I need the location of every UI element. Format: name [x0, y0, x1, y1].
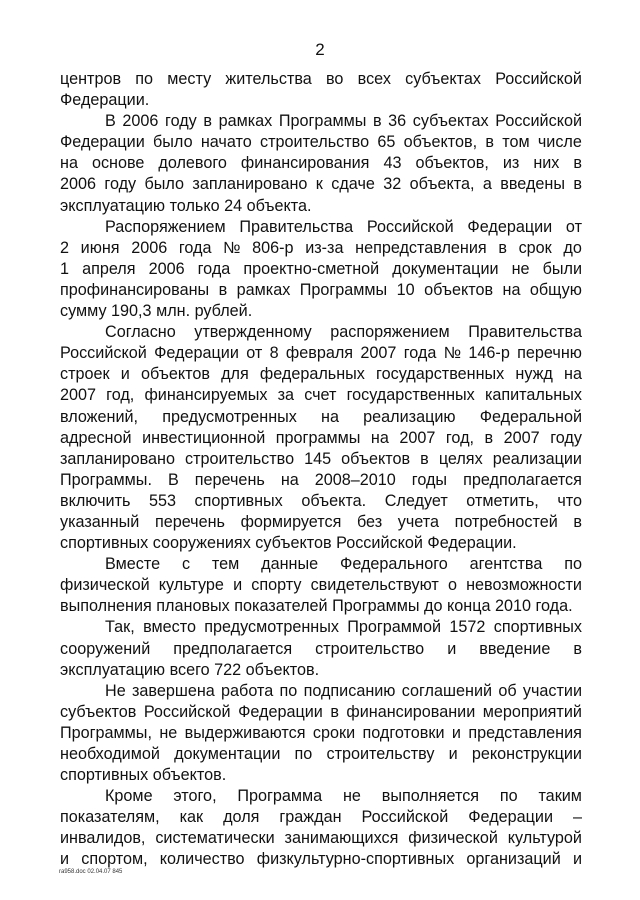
- text-word: 43: [383, 154, 402, 173]
- text-word: Программой: [347, 618, 442, 637]
- text-word: в: [372, 112, 382, 131]
- text-word: 2006: [131, 238, 168, 257]
- text-line: [60, 111, 582, 132]
- text-word: соглашений: [401, 681, 493, 700]
- text-word: 36: [388, 112, 407, 131]
- text-word: подписанию: [303, 681, 396, 700]
- text-word: было: [144, 175, 185, 194]
- text-line: [60, 849, 582, 870]
- text-word: объектов: [341, 449, 411, 468]
- text-word: количество: [159, 850, 245, 869]
- text-word: инвестиционной: [142, 428, 266, 447]
- text-word: нужд: [515, 365, 553, 384]
- text-word: 2006: [60, 175, 97, 194]
- text-word: 2007: [360, 344, 397, 363]
- text-word: Федерации: [467, 217, 553, 236]
- text-word: центров: [60, 70, 122, 88]
- text-word: Федеральной: [479, 407, 582, 426]
- text-word: 2008–2010: [314, 470, 396, 489]
- text-word: во: [326, 70, 344, 88]
- text-word: Российской: [336, 534, 423, 553]
- text-word: Российской: [366, 217, 454, 236]
- text-word: жительства: [225, 70, 312, 88]
- text-word: подготовки: [362, 723, 445, 742]
- text-word: Распоряжением: [105, 217, 226, 236]
- text-word: по: [279, 681, 298, 700]
- text-word: организаций: [466, 850, 561, 869]
- text-word: на: [321, 407, 339, 426]
- text-word: в: [573, 639, 582, 658]
- text-word: спортивных: [493, 618, 582, 637]
- text-word: году: [104, 175, 137, 194]
- text-line: [60, 744, 582, 765]
- text-word: рублей.: [194, 302, 253, 321]
- text-line: [60, 723, 582, 744]
- text-line: [60, 280, 582, 301]
- text-word: в: [420, 449, 429, 468]
- text-word: финансируемых: [144, 386, 268, 405]
- text-word: 24: [224, 196, 243, 215]
- text-word: о: [447, 576, 457, 595]
- text-word: и: [448, 745, 458, 763]
- text-word: показателям,: [60, 808, 160, 827]
- text-word: сдаче: [331, 175, 375, 194]
- text-word: об: [498, 681, 517, 700]
- text-word: Согласно: [105, 323, 176, 342]
- text-word: выполнения: [60, 597, 152, 616]
- text-word: по: [499, 787, 518, 806]
- text-word: агентства: [469, 555, 543, 574]
- text-word: завершена: [131, 681, 215, 700]
- text-word: работа: [221, 681, 274, 700]
- text-word: в: [573, 154, 582, 173]
- text-word: эксплуатацию: [60, 196, 166, 215]
- text-word: финансировании: [346, 702, 476, 721]
- text-word: объектов: [424, 280, 494, 299]
- text-word: инвалидов,: [60, 829, 146, 848]
- text-word: культуре: [158, 576, 224, 595]
- text-word: Федерации: [154, 344, 239, 363]
- text-word: Кроме: [105, 787, 153, 806]
- text-word: срок: [518, 238, 552, 257]
- text-word: свидетельствуют: [310, 576, 439, 595]
- text-word: Федерации: [468, 808, 553, 827]
- text-word: предусмотренных: [204, 618, 339, 637]
- text-word: было: [153, 133, 193, 152]
- text-word: представления: [468, 723, 582, 742]
- text-line: [60, 153, 582, 174]
- text-line: [60, 702, 582, 723]
- text-word: числе: [537, 133, 582, 152]
- text-line: [60, 491, 582, 512]
- text-word: строительство: [260, 133, 370, 152]
- text-word: и: [60, 850, 70, 869]
- text-word: как: [179, 808, 204, 827]
- text-word: систематически: [155, 829, 275, 848]
- text-word: году: [550, 428, 582, 447]
- text-word: адресной: [60, 428, 132, 447]
- text-line: [60, 364, 582, 385]
- text-word: на: [564, 365, 582, 384]
- text-word: спортом,: [81, 850, 148, 869]
- text-word: выполняется: [381, 787, 480, 806]
- text-word: потребностей: [454, 512, 558, 531]
- text-line: [60, 617, 582, 638]
- text-word: 10: [396, 280, 415, 299]
- text-word: в: [203, 112, 212, 131]
- text-word: объекта,: [409, 175, 475, 194]
- text-word: что: [557, 491, 582, 510]
- text-word: Федерального: [340, 555, 448, 574]
- text-word: в: [573, 175, 582, 194]
- text-line: [60, 533, 582, 554]
- text-line: [60, 407, 582, 428]
- text-word: 553: [148, 491, 176, 510]
- text-word: объекта.: [246, 196, 312, 215]
- text-word: доля: [223, 808, 260, 827]
- text-word: рамках: [236, 280, 291, 299]
- text-word: субъектах: [405, 70, 481, 88]
- text-line: [60, 343, 582, 364]
- text-word: для: [221, 365, 249, 384]
- text-line: [60, 428, 582, 449]
- text-word: апреля: [82, 259, 136, 278]
- text-word: перечню: [517, 344, 582, 363]
- text-line: [60, 765, 582, 786]
- text-line: [60, 259, 582, 280]
- text-line: [60, 512, 582, 533]
- text-line: [60, 639, 582, 660]
- text-word: году: [165, 112, 197, 131]
- text-word: не: [342, 787, 361, 806]
- text-line: [60, 660, 582, 681]
- text-word: основе: [91, 154, 145, 173]
- text-word: Российской: [495, 112, 582, 131]
- text-word: 2007: [399, 428, 436, 447]
- text-word: субъектов: [60, 702, 137, 721]
- text-word: на: [60, 154, 78, 173]
- text-word: а: [482, 175, 492, 194]
- text-word: –: [572, 808, 582, 827]
- text-word: объектов,: [403, 133, 478, 152]
- text-word: запланировано: [60, 449, 175, 468]
- text-word: годы: [411, 470, 448, 489]
- text-word: данные: [261, 555, 319, 574]
- text-word: Программы: [299, 280, 388, 299]
- text-line: [60, 786, 582, 807]
- text-word: от: [565, 217, 582, 236]
- text-word: 2006: [148, 259, 185, 278]
- text-word: документации: [174, 745, 281, 763]
- text-line: [60, 575, 582, 596]
- text-word: №: [443, 344, 462, 363]
- text-line: [60, 196, 582, 217]
- text-word: физической: [60, 576, 150, 595]
- text-word: объекта.: [301, 491, 367, 510]
- text-word: Федерации: [238, 702, 323, 721]
- text-word: объектов,: [415, 154, 489, 173]
- text-word: государственных: [376, 365, 505, 384]
- text-word: Так,: [105, 618, 135, 637]
- text-word: перечень: [194, 470, 265, 489]
- text-word: в: [484, 428, 494, 447]
- text-word: по: [135, 70, 154, 88]
- text-word: года: [403, 344, 437, 363]
- text-word: Российской: [361, 808, 449, 827]
- text-word: объектов.: [245, 660, 320, 679]
- text-word: в: [218, 280, 228, 299]
- text-word: месту: [167, 70, 212, 88]
- text-word: от: [246, 344, 263, 363]
- text-word: распоряжением: [330, 323, 450, 342]
- text-word: 32: [383, 175, 402, 194]
- text-word: 2010: [494, 597, 531, 616]
- text-word: 1: [60, 259, 70, 278]
- text-word: включить: [60, 491, 131, 510]
- text-word: до: [424, 597, 443, 616]
- text-word: №: [223, 238, 241, 257]
- text-word: и: [451, 723, 461, 742]
- text-word: счет: [304, 386, 337, 405]
- text-word: сумму: [60, 302, 107, 321]
- text-word: конца: [446, 597, 491, 616]
- text-word: программы: [275, 428, 361, 447]
- text-word: Программы,: [60, 723, 152, 742]
- text-word: профинансированы: [60, 280, 210, 299]
- text-word: мероприятий: [482, 702, 582, 721]
- text-word: на: [370, 428, 389, 447]
- text-word: по: [294, 745, 313, 763]
- text-word: введены: [500, 175, 565, 194]
- text-word: введение: [479, 639, 551, 658]
- text-word: строительство: [185, 449, 295, 468]
- text-line: [60, 596, 582, 617]
- text-word: 65: [377, 133, 396, 152]
- text-word: и: [447, 639, 457, 658]
- text-word: 2: [60, 238, 70, 257]
- text-word: субъектов: [255, 534, 332, 553]
- text-word: в: [485, 133, 494, 152]
- text-word: Российской: [143, 702, 231, 721]
- text-line: [60, 828, 582, 849]
- body-text: [60, 69, 582, 871]
- text-word: таким: [538, 787, 582, 806]
- text-word: предполагается: [173, 639, 293, 658]
- text-word: Программа: [237, 787, 323, 806]
- text-word: в: [330, 702, 339, 721]
- text-line: [60, 90, 582, 111]
- text-line: [60, 322, 582, 343]
- text-word: сооружений: [60, 639, 151, 658]
- text-word: только: [169, 196, 220, 215]
- text-word: за: [277, 386, 295, 405]
- text-word: Российской: [60, 344, 147, 363]
- text-word: 722: [214, 660, 242, 679]
- text-word: вложений,: [60, 407, 139, 426]
- text-word: них: [533, 154, 560, 173]
- text-word: вместо: [143, 618, 196, 637]
- text-word: строительству: [326, 745, 435, 763]
- text-word: граждан: [279, 808, 342, 827]
- text-word: федеральных: [259, 365, 365, 384]
- text-word: общую: [529, 280, 582, 299]
- text-word: были: [542, 259, 582, 278]
- text-word: отметить,: [466, 491, 539, 510]
- text-word: формируется: [240, 512, 342, 531]
- text-word: объектов: [140, 365, 210, 384]
- text-word: с: [181, 555, 191, 574]
- text-word: и: [572, 850, 582, 869]
- text-line: [60, 132, 582, 153]
- text-line: [60, 238, 582, 259]
- text-word: занимающихся: [284, 829, 399, 848]
- text-word: объектов.: [152, 766, 227, 785]
- text-word: том: [502, 133, 530, 152]
- text-word: строек: [60, 365, 110, 384]
- text-word: сроки: [312, 723, 356, 742]
- text-word: утвержденному: [194, 323, 312, 342]
- text-word: перечень: [154, 512, 225, 531]
- text-word: Федерации.: [60, 91, 150, 110]
- text-word: млн.: [156, 302, 191, 321]
- text-word: из: [502, 154, 520, 173]
- text-word: не: [159, 723, 178, 742]
- text-word: Не: [105, 681, 126, 700]
- text-word: и: [233, 576, 243, 595]
- text-word: в: [498, 238, 507, 257]
- text-word: на: [502, 280, 521, 299]
- text-word: из-за: [305, 238, 344, 257]
- text-word: предполагается: [463, 470, 582, 489]
- footer-file-info: ra958.doc 02.04.07 845: [59, 869, 123, 875]
- text-word: реализацию: [363, 407, 456, 426]
- text-word: 145: [304, 449, 332, 468]
- text-word: В: [105, 112, 116, 131]
- text-word: года.: [535, 597, 573, 616]
- text-word: до: [563, 238, 582, 257]
- text-word: эксплуатацию: [60, 660, 166, 679]
- page-number: 2: [315, 40, 325, 59]
- text-word: долевого: [158, 154, 227, 173]
- text-word: без: [356, 512, 383, 531]
- text-line: [60, 69, 582, 90]
- text-word: участии: [522, 681, 582, 700]
- text-word: сооружениях: [152, 534, 251, 553]
- text-word: Федерации: [60, 133, 145, 152]
- text-word: реализации: [492, 449, 582, 468]
- text-word: государственных: [346, 386, 475, 405]
- text-word: субъектах: [412, 112, 489, 131]
- text-line: [60, 470, 582, 491]
- text-word: года: [178, 238, 212, 257]
- text-word: невозможности: [466, 576, 582, 595]
- text-word: непредставления: [355, 238, 487, 257]
- text-word: спорту: [251, 576, 302, 595]
- text-word: 2007: [60, 386, 97, 405]
- text-line: [60, 681, 582, 702]
- text-word: 8: [269, 344, 279, 363]
- text-word: запланировано: [192, 175, 308, 194]
- text-word: 806-р: [252, 238, 294, 257]
- text-word: предусмотренных: [162, 407, 297, 426]
- text-line: [60, 174, 582, 195]
- text-word: Федерации.: [427, 534, 517, 553]
- text-word: год,: [445, 428, 475, 447]
- text-word: выдерживаются: [184, 723, 306, 742]
- text-word: реконструкции: [471, 745, 582, 763]
- text-word: 2006: [122, 112, 159, 131]
- text-line: [60, 385, 582, 406]
- text-word: в: [573, 512, 582, 531]
- text-word: начато: [200, 133, 252, 152]
- text-word: 146-р: [468, 344, 510, 363]
- text-word: Вместе: [105, 555, 161, 574]
- text-word: Правительства: [468, 323, 582, 342]
- text-word: В: [167, 470, 179, 489]
- text-word: 1572: [449, 618, 486, 637]
- text-word: по: [564, 555, 582, 574]
- text-word: не: [511, 259, 530, 278]
- text-word: спортивных: [60, 766, 149, 785]
- text-word: рамках: [218, 112, 273, 131]
- text-word: 190,3: [111, 302, 152, 321]
- text-word: показателей: [234, 597, 328, 616]
- text-word: Российской: [495, 70, 582, 88]
- text-line: [60, 301, 582, 322]
- text-word: физической: [408, 829, 498, 848]
- text-word: документации: [392, 259, 499, 278]
- text-word: июня: [80, 238, 120, 257]
- text-word: физкультурно-спортивных: [256, 850, 455, 869]
- text-word: необходимой: [60, 745, 160, 763]
- text-line: [60, 807, 582, 828]
- text-word: целях: [438, 449, 483, 468]
- text-word: учета: [397, 512, 439, 531]
- text-word: всех: [357, 70, 391, 88]
- text-word: на: [280, 470, 299, 489]
- text-word: спортивных: [194, 491, 283, 510]
- text-word: указанный: [60, 512, 140, 531]
- text-word: Правительства: [239, 217, 354, 236]
- text-word: Следует: [384, 491, 448, 510]
- text-word: февраля: [285, 344, 354, 363]
- text-word: Программы: [278, 112, 367, 131]
- text-word: плановых: [156, 597, 230, 616]
- text-word: Программы: [332, 597, 420, 616]
- text-word: всего: [169, 660, 210, 679]
- text-word: этого,: [173, 787, 217, 806]
- text-word: проектно-сметной: [243, 259, 380, 278]
- text-line: [60, 217, 582, 238]
- text-word: к: [315, 175, 323, 194]
- text-word: капитальных: [484, 386, 582, 405]
- text-word: Программы.: [60, 470, 152, 489]
- text-word: года: [197, 259, 231, 278]
- text-word: финансирования: [240, 154, 370, 173]
- text-word: год,: [106, 386, 135, 405]
- text-word: культурой: [507, 829, 582, 848]
- text-line: [60, 554, 582, 575]
- text-word: и: [120, 365, 130, 384]
- text-line: [60, 449, 582, 470]
- text-word: тем: [211, 555, 240, 574]
- text-word: строительство: [315, 639, 425, 658]
- text-word: 2007: [503, 428, 540, 447]
- text-word: спортивных: [60, 534, 149, 553]
